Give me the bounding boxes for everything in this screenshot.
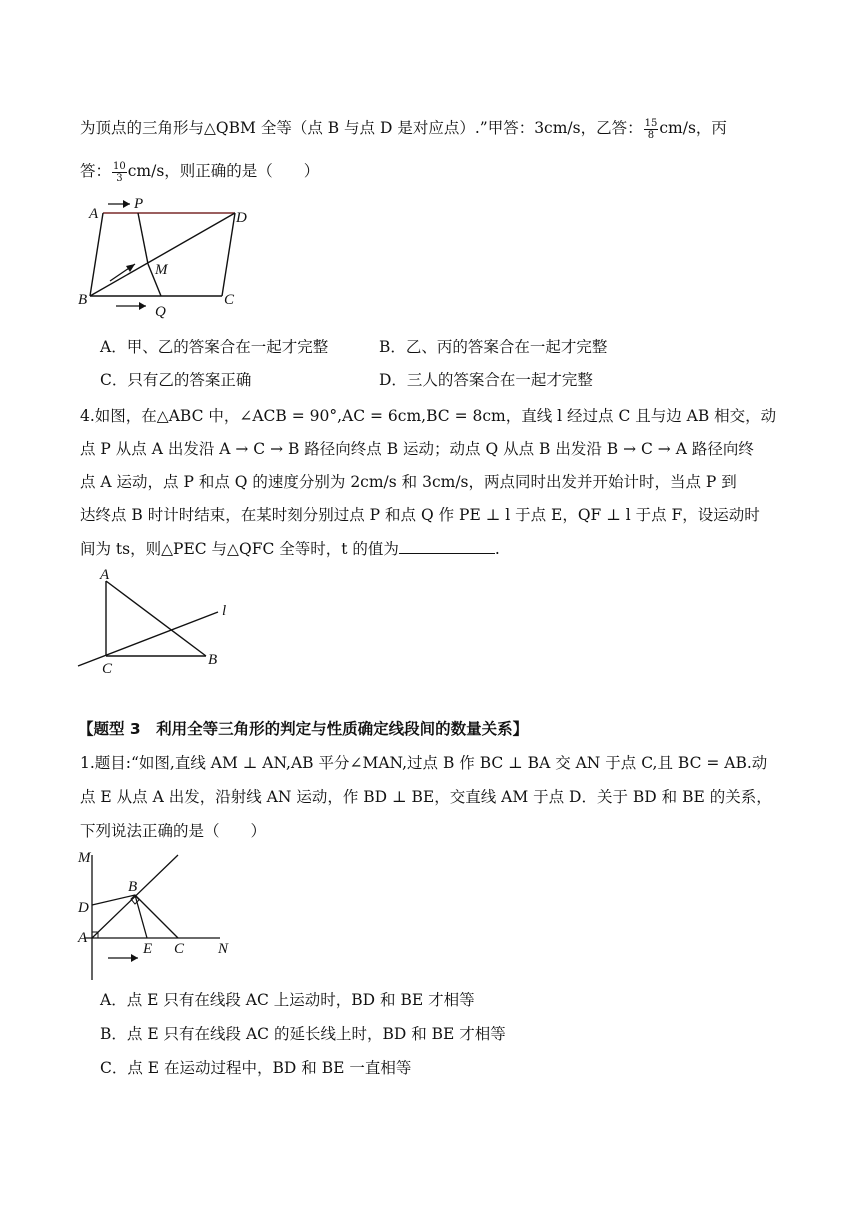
label-b: B	[128, 879, 138, 895]
q4-line2: 点 P 从点 A 出发沿 A → C → B 路径向终点 B 运动；动点 Q 从点 B 出发沿 B → C → A 路径向终	[80, 440, 754, 458]
q3-option-b: B．乙、丙的答案合在一起才完整	[379, 338, 608, 356]
label-n: N	[218, 941, 229, 957]
label-p: P	[134, 196, 144, 212]
arrow-a-icon	[108, 200, 130, 208]
label-e: E	[143, 941, 153, 957]
q3-option-d: D．三人的答案合在一起才完整	[379, 371, 593, 389]
figure-angle	[72, 845, 242, 985]
q3-line2	[80, 160, 319, 184]
label-a: A	[100, 567, 110, 583]
label-b: B	[208, 652, 218, 668]
figure-triangle	[70, 565, 250, 680]
figure-parallelogram	[70, 188, 270, 323]
label-d: D	[78, 900, 89, 916]
q5-line2: 点 E 从点 A 出发，沿射线 AN 运动，作 BD ⊥ BE，交直线 AM 于点 D．关于 BD 和 BE 的关系，	[80, 788, 772, 806]
segment-ab	[106, 581, 206, 656]
q3-option-a: A．甲、乙的答案合在一起才完整	[100, 338, 329, 356]
q5-option-b: B．点 E 只有在线段 AC 的延长线上时，BD 和 BE 才相等	[100, 1025, 506, 1043]
segment-ab	[90, 213, 103, 296]
segment-cd	[222, 213, 235, 296]
q5-line1: 1.题目:“如图,直线 AM ⊥ AN,AB 平分∠MAN,过点 B 作 BC ⊥ BA 交 AN 于点 C,且 BC = AB.动	[80, 754, 768, 772]
q5-option-a: A．点 E 只有在线段 AC 上运动时，BD 和 BE 才相等	[100, 991, 475, 1009]
label-m: M	[78, 850, 91, 866]
label-d: D	[236, 210, 247, 226]
q3-line2-head: 答：	[80, 162, 112, 180]
label-m: M	[155, 262, 168, 278]
q5-option-c: C．点 E 在运动过程中，BD 和 BE 一直相等	[100, 1059, 412, 1077]
q4-line4: 达终点 B 时计时结束，在某时刻分别过点 P 和点 Q 作 PE ⊥ l 于点 E，QF ⊥ l 于点 F，设运动时	[80, 506, 760, 524]
q4-line3: 点 A 运动，点 P 和点 Q 的速度分别为 2cm/s 和 3cm/s，两点同时出发并开始计时，当点 P 到	[80, 473, 737, 491]
label-a: A	[89, 206, 99, 222]
fraction-15-8: $\frac{15}{8}$	[644, 117, 658, 141]
label-a: A	[78, 930, 88, 946]
section-heading: 【题型 3 利用全等三角形的判定与性质确定线段间的数量关系】	[78, 720, 529, 738]
label-c: C	[224, 292, 235, 308]
fraction-10-3: $\frac{10}{3}$	[113, 160, 126, 184]
segment-bd	[90, 213, 235, 296]
answer-blank	[399, 539, 495, 554]
q3-option-c: C．只有乙的答案正确	[100, 371, 252, 389]
arrow-e-icon	[108, 954, 138, 962]
label-l: l	[222, 603, 227, 619]
q4-line1: 4.如图，在△ABC 中，∠ACB = 90°,AC = 6cm,BC = 8cm，直线 l 经过点 C 且与边 AB 相交，动	[80, 407, 777, 425]
label-b: B	[78, 292, 88, 308]
line-l	[78, 612, 218, 666]
q3-line1-tail: cm/s，丙	[659, 119, 727, 137]
q3-line1	[80, 117, 727, 141]
q4-line5-tail: .	[494, 540, 500, 558]
q4-line5-text: 间为 ts，则△PEC 与△QFC 全等时，t 的值为	[80, 540, 399, 558]
segment-pm	[138, 213, 148, 264]
arrow-b-icon	[116, 302, 146, 310]
label-c: C	[174, 941, 185, 957]
label-c: C	[102, 661, 113, 677]
q5-line3: 下列说法正确的是（ ）	[80, 822, 267, 840]
q3-line2-tail: cm/s，则正确的是（ ）	[127, 162, 320, 180]
q3-line1-text: 为顶点的三角形与△QBM 全等（点 B 与点 D 是对应点）.”甲答：3cm/s，乙答：	[80, 119, 643, 137]
q4-line5	[80, 538, 500, 560]
label-q: Q	[155, 304, 166, 320]
